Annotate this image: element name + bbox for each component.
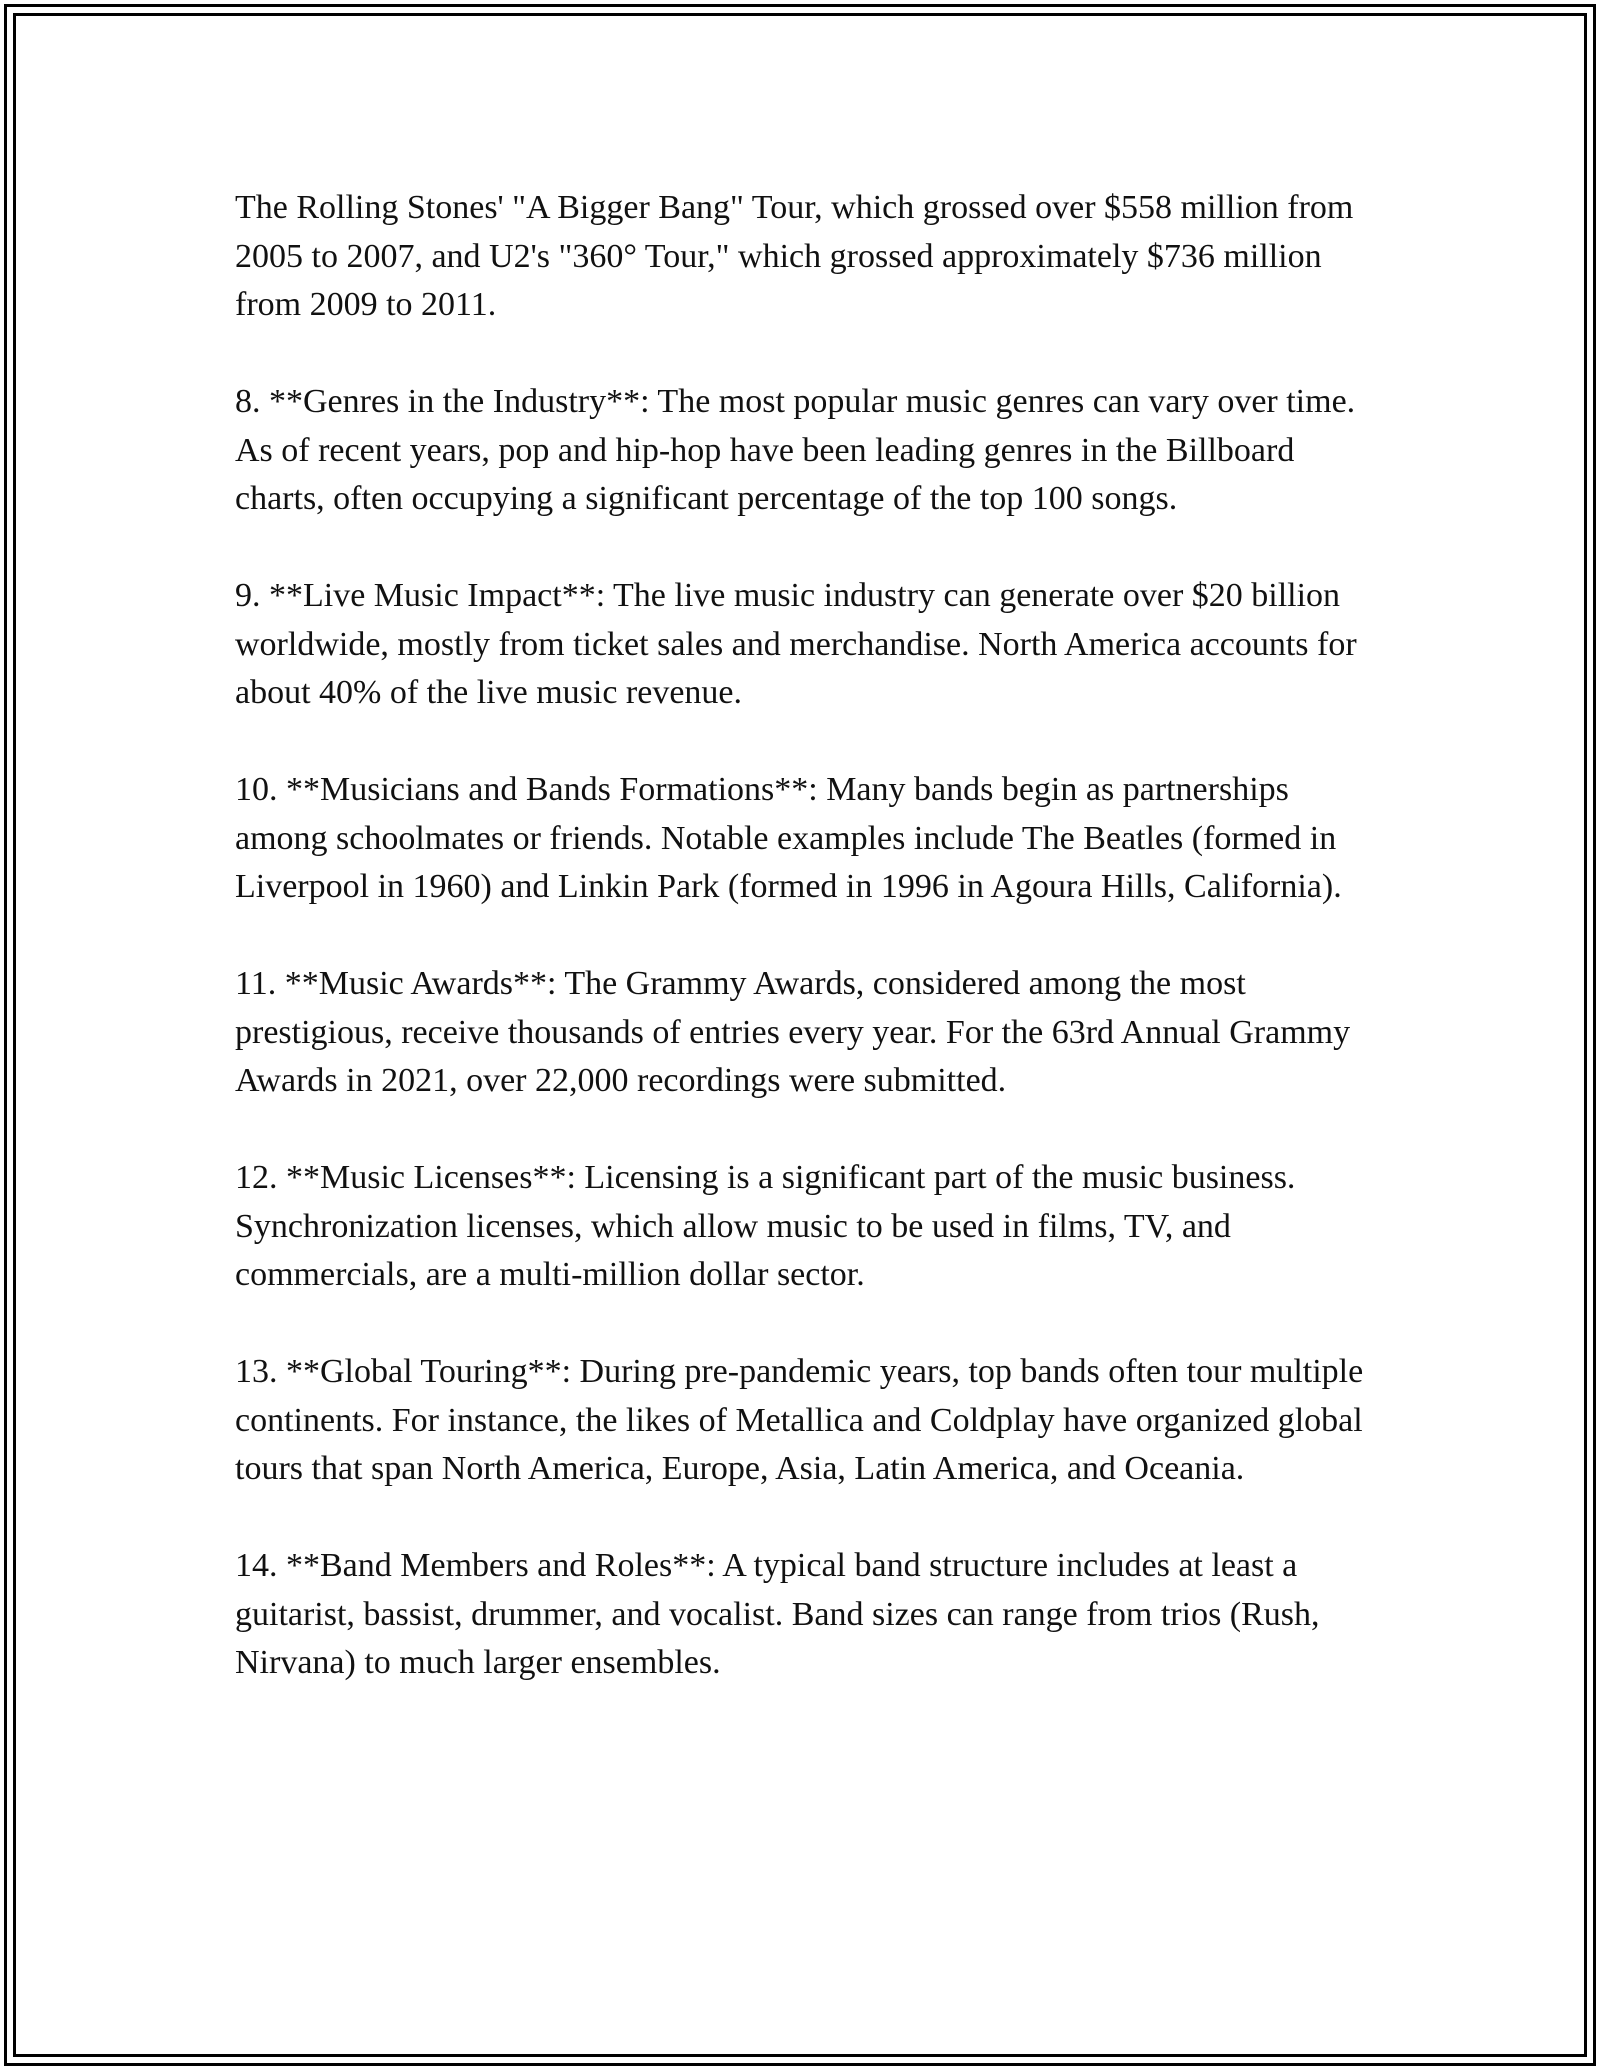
paragraph-band-formations: 10. **Musicians and Bands Formations**: Many bands begin as partnerships among schoolmates or friends. Notable examples include The Beatles (formed in Liverpool in 1960) and Linkin Park (formed in 1996 in Agoura Hills, California). [235,771,1342,905]
document-body [235,184,1385,1688]
paragraph-music-awards: 11. **Music Awards**: The Grammy Awards, considered among the most prestigious, receive thousands of entries every year. For the 63rd Annual Grammy Awards in 2021, over 22,000 recordings were submitted. [235,965,1351,1099]
paragraph-tour-grosses: The Rolling Stones' "A Bigger Bang" Tour, which grossed over $558 million from 2005 to 2007, and U2's "360° Tour," which grossed approximately $736 million from 2009 to 2011. [235,189,1354,323]
paragraph-genres: 8. **Genres in the Industry**: The most popular music genres can vary over time. As of recent years, pop and hip-hop have been leading genres in the Billboard charts, often occupying a significant percentage of the top 100 songs. [235,383,1356,517]
paragraph-live-music: 9. **Live Music Impact**: The live music industry can generate over $20 billion worldwide, mostly from ticket sales and merchandise. North America accounts for about 40% of the live music revenue. [235,577,1357,711]
paragraph-global-touring: 13. **Global Touring**: During pre-pandemic years, top bands often tour multiple continents. For instance, the likes of Metallica and Coldplay have organized global tours that span North America, Europe, Asia, Latin America, and Oceania. [235,1353,1364,1487]
paragraph-band-members: 14. **Band Members and Roles**: A typical band structure includes at least a guitarist, bassist, drummer, and vocalist. Band sizes can range from trios (Rush, Nirvana) to much larger ensembles. [235,1547,1320,1681]
paragraph-music-licenses: 12. **Music Licenses**: Licensing is a significant part of the music business. Synchronization licenses, which allow music to be used in films, TV, and commercials, are a multi-million dollar sector. [235,1159,1296,1293]
